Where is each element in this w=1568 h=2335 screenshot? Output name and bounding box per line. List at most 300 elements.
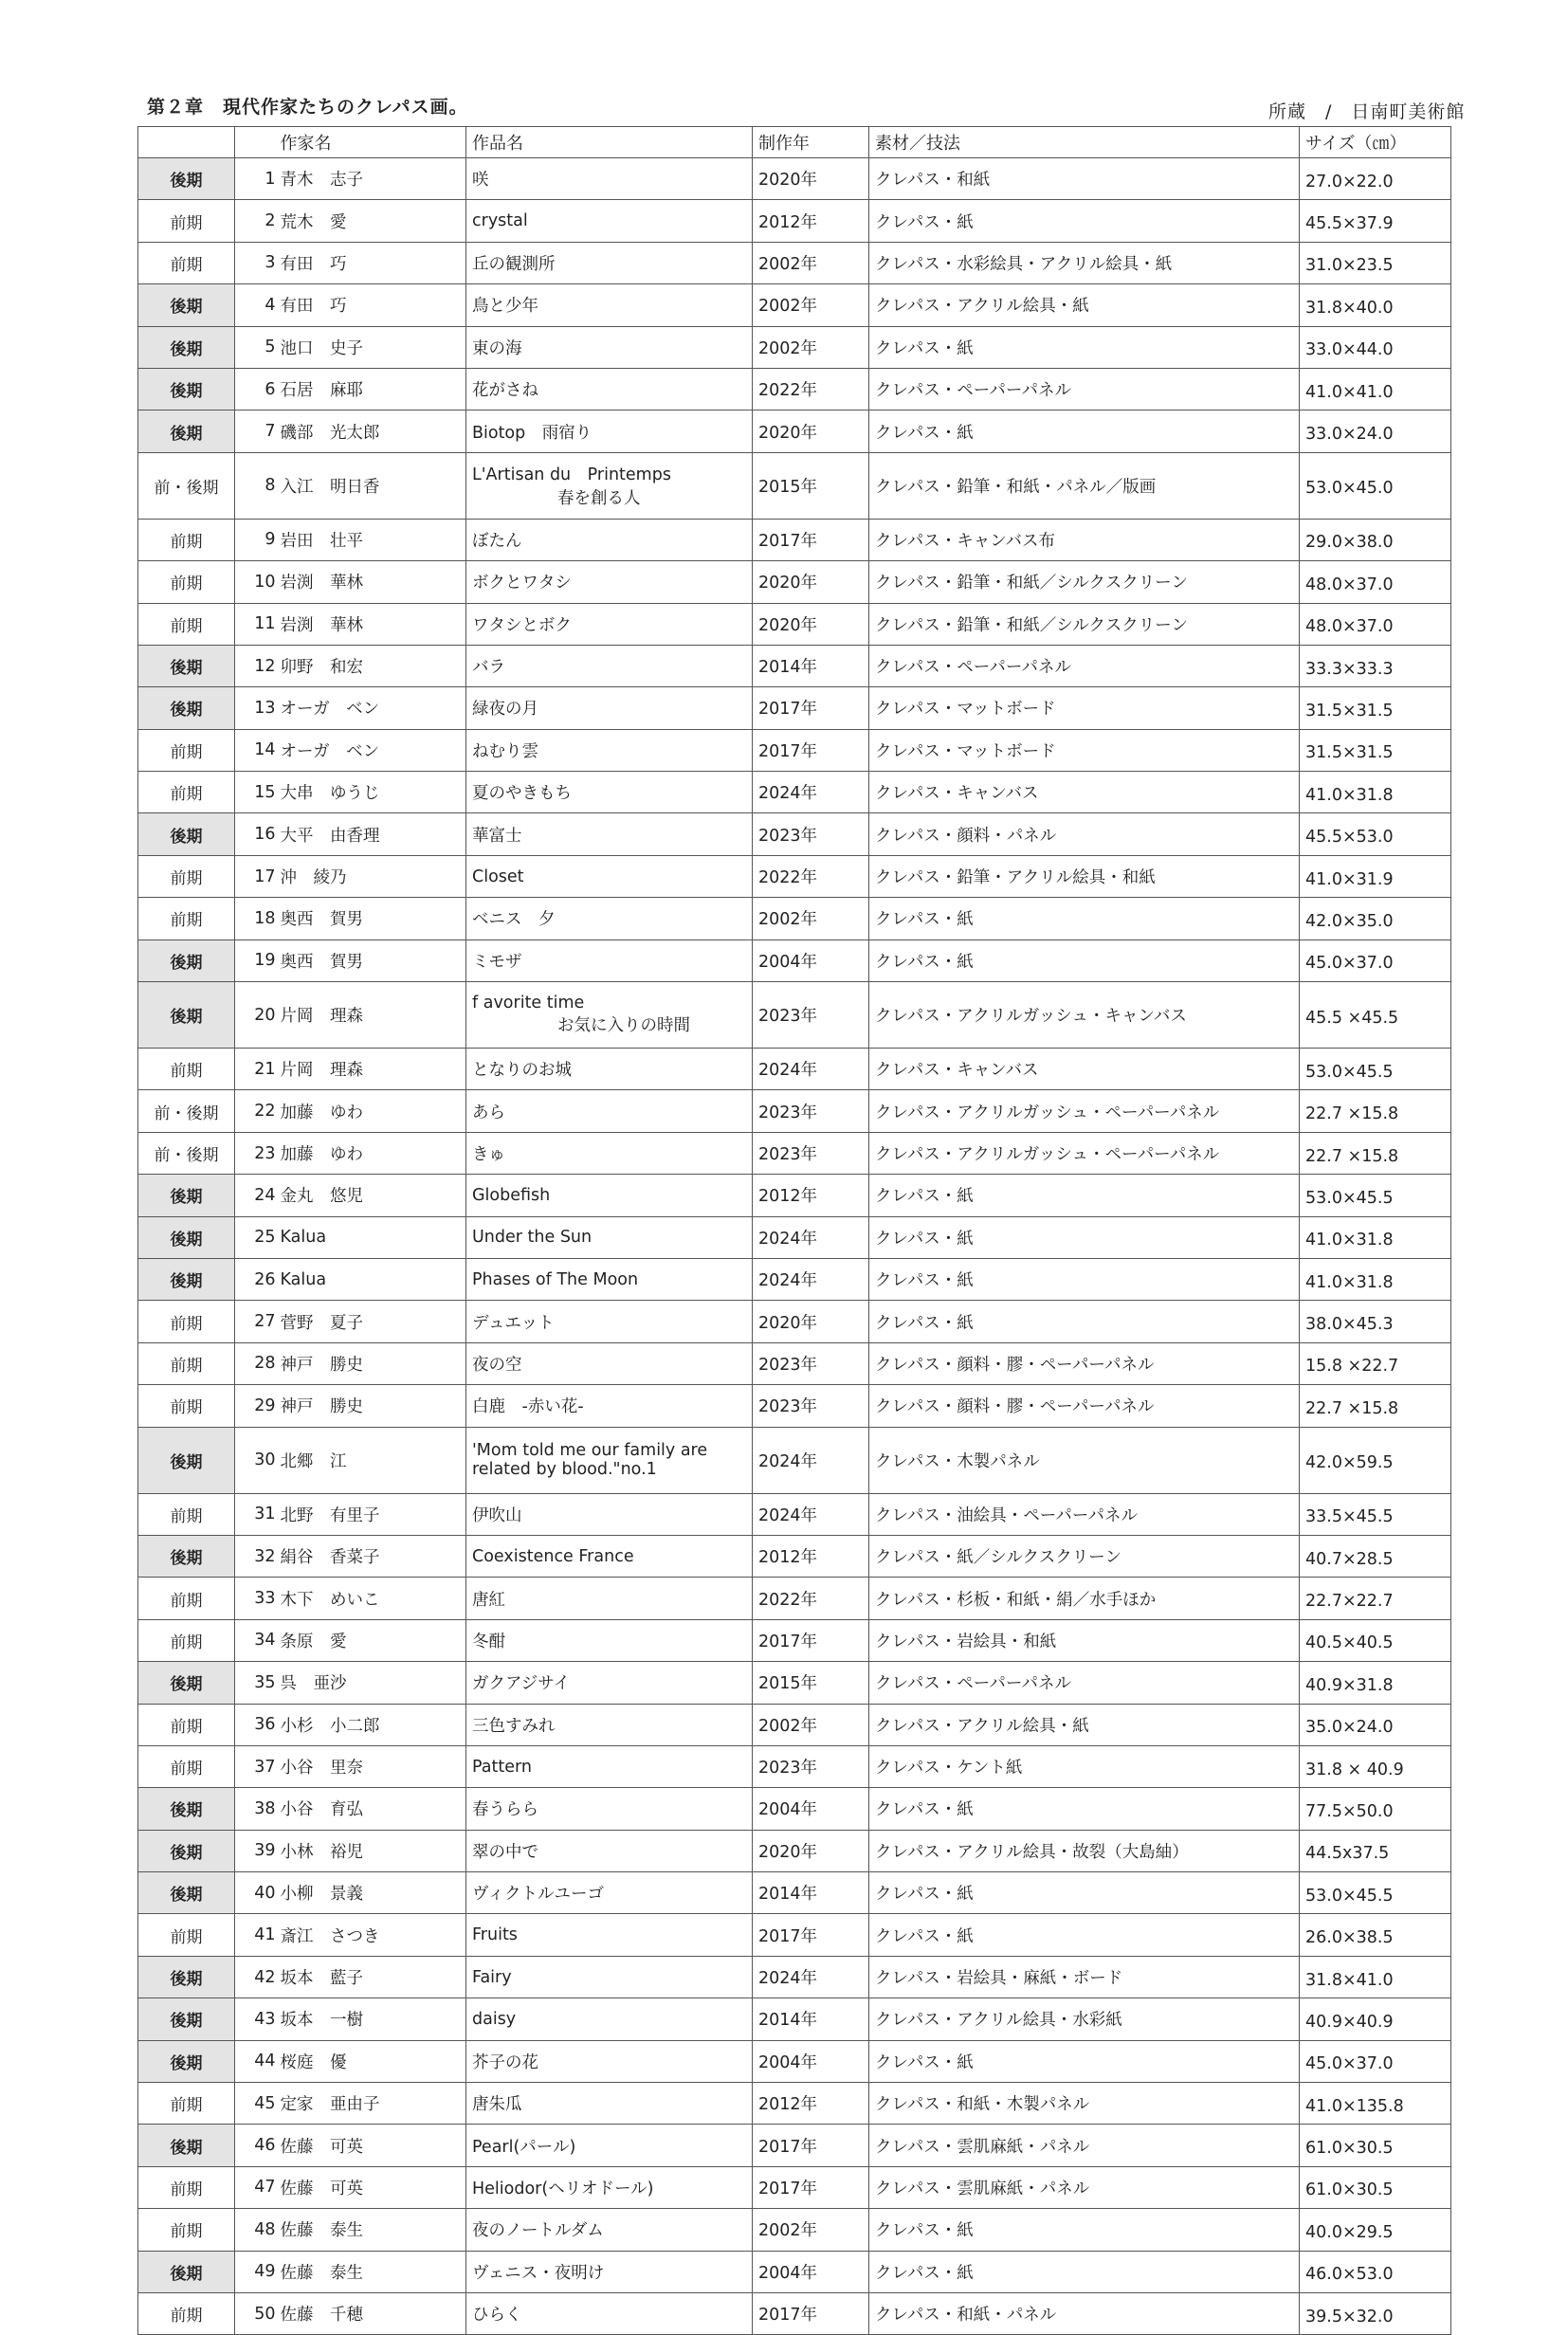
title-line-2: お気に入りの時間	[557, 1016, 690, 1036]
header-artist: 作家名	[279, 127, 466, 158]
title-line-1: L'Artisan du Printemps	[472, 465, 671, 485]
medium-cell: クレパス・顔料・パネル	[869, 813, 1300, 855]
table-row	[138, 200, 1451, 242]
title-cell: crystal	[466, 200, 753, 242]
chapter-title: 第２章 現代作家たちのクレパス画。	[147, 97, 468, 118]
title-cell: 緑夜の月	[466, 687, 753, 729]
year-cell: 2004年	[753, 2251, 869, 2292]
medium-cell: クレパス・紙	[869, 1872, 1300, 1914]
artist-cell: 坂本 藍子	[279, 1956, 466, 1998]
size-cell: 41.0×41.0	[1300, 368, 1451, 410]
artist-cell: 岩田 壮平	[279, 519, 466, 560]
number-cell: 27	[235, 1301, 279, 1342]
period-cell: 前期	[138, 1619, 235, 1661]
year-cell: 2004年	[753, 1788, 869, 1830]
year-cell: 2014年	[753, 645, 869, 686]
table-row	[138, 645, 1451, 686]
period-cell: 前期	[138, 1049, 235, 1090]
size-cell: 53.0×45.5	[1300, 1049, 1451, 1090]
title-cell: ベニス 夕	[466, 898, 753, 939]
title-cell: ひらく	[466, 2292, 753, 2334]
size-cell: 22.7 ×15.8	[1300, 1385, 1451, 1427]
number-cell: 41	[235, 1914, 279, 1956]
artist-cell: Kalua	[279, 1216, 466, 1258]
table-row	[138, 1872, 1451, 1914]
title-cell: 夜のノートルダム	[466, 2209, 753, 2251]
table-row	[138, 1132, 1451, 1174]
size-cell: 33.0×24.0	[1300, 410, 1451, 452]
title-cell: ぼたん	[466, 519, 753, 560]
period-cell: 前期	[138, 1704, 235, 1745]
medium-cell: クレパス・紙	[869, 1788, 1300, 1830]
medium-cell: クレパス・紙	[869, 2209, 1300, 2251]
number-cell: 3	[235, 242, 279, 283]
period-cell: 後期	[138, 2040, 235, 2082]
period-cell: 後期	[138, 813, 235, 855]
period-cell: 前期	[138, 1745, 235, 1787]
title-cell: Heliodor(ヘリオドール)	[466, 2166, 753, 2208]
size-cell: 29.0×38.0	[1300, 519, 1451, 560]
year-cell: 2002年	[753, 1704, 869, 1745]
number-cell: 47	[235, 2166, 279, 2208]
table-row	[138, 729, 1451, 771]
number-cell: 49	[235, 2251, 279, 2292]
header-medium: 素材／技法	[869, 127, 1300, 158]
artist-cell: 池口 史子	[279, 326, 466, 368]
medium-cell: クレパス・紙	[869, 1258, 1300, 1300]
table-row	[138, 2125, 1451, 2166]
table-row	[138, 1619, 1451, 1661]
owner-separator: /	[1325, 101, 1333, 122]
artist-cell: 佐藤 泰生	[279, 2251, 466, 2292]
artist-cell: 片岡 理森	[279, 1049, 466, 1090]
year-cell: 2014年	[753, 1998, 869, 2040]
title-cell: 咲	[466, 158, 753, 200]
table-row	[138, 1998, 1451, 2040]
period-cell: 後期	[138, 2125, 235, 2166]
number-cell: 43	[235, 1998, 279, 2040]
title-cell: ワタシとボク	[466, 603, 753, 645]
title-cell: ガクアジサイ	[466, 1662, 753, 1704]
medium-cell: クレパス・ペーパーパネル	[869, 1662, 1300, 1704]
medium-cell: クレパス・紙／シルクスクリーン	[869, 1535, 1300, 1577]
artist-cell: 小谷 里奈	[279, 1745, 466, 1787]
period-cell: 前・後期	[138, 1132, 235, 1174]
period-cell: 前期	[138, 1301, 235, 1342]
period-cell: 前期	[138, 855, 235, 897]
number-cell: 45	[235, 2083, 279, 2125]
period-cell: 前期	[138, 1385, 235, 1427]
table-row	[138, 1216, 1451, 1258]
table-row	[138, 1745, 1451, 1787]
period-cell: 後期	[138, 1788, 235, 1830]
artist-cell: 大串 ゆうじ	[279, 772, 466, 813]
year-cell: 2024年	[753, 1216, 869, 1258]
year-cell: 2024年	[753, 772, 869, 813]
artist-cell: 岩渕 華林	[279, 603, 466, 645]
size-cell: 41.0×31.8	[1300, 1216, 1451, 1258]
period-cell: 前期	[138, 772, 235, 813]
table-row	[138, 158, 1451, 200]
medium-cell: クレパス・岩絵具・和紙	[869, 1619, 1300, 1661]
number-cell: 26	[235, 1258, 279, 1300]
table-row	[138, 368, 1451, 410]
period-cell: 後期	[138, 1872, 235, 1914]
year-cell: 2020年	[753, 561, 869, 603]
table-row	[138, 2209, 1451, 2251]
medium-cell: クレパス・キャンバス布	[869, 519, 1300, 560]
table-row	[138, 1956, 1451, 1998]
number-cell: 36	[235, 1704, 279, 1745]
size-cell: 40.7×28.5	[1300, 1535, 1451, 1577]
title-cell: 冬酣	[466, 1619, 753, 1661]
period-cell: 前期	[138, 898, 235, 939]
medium-cell: クレパス・雲肌麻紙・パネル	[869, 2166, 1300, 2208]
period-cell: 後期	[138, 1535, 235, 1577]
table-row	[138, 1830, 1451, 1871]
number-cell: 8	[235, 452, 279, 519]
title-cell: Globefish	[466, 1175, 753, 1216]
title-cell: ボクとワタシ	[466, 561, 753, 603]
year-cell: 2022年	[753, 368, 869, 410]
table-row	[138, 687, 1451, 729]
number-cell: 6	[235, 368, 279, 410]
table-row	[138, 1427, 1451, 1493]
medium-cell: クレパス・アクリル絵具・紙	[869, 284, 1300, 326]
title-line-2: 春を創る人	[557, 489, 641, 509]
year-cell: 2002年	[753, 326, 869, 368]
period-cell: 前期	[138, 1493, 235, 1535]
size-cell: 53.0×45.0	[1300, 452, 1451, 519]
title-cell: Fruits	[466, 1914, 753, 1956]
number-cell: 11	[235, 603, 279, 645]
period-cell: 後期	[138, 368, 235, 410]
number-cell: 10	[235, 561, 279, 603]
medium-cell: クレパス・ペーパーパネル	[869, 645, 1300, 686]
medium-cell: クレパス・鉛筆・和紙／シルクスクリーン	[869, 603, 1300, 645]
artist-cell: 小林 裕児	[279, 1830, 466, 1871]
year-cell: 2015年	[753, 452, 869, 519]
year-cell: 2023年	[753, 813, 869, 855]
table-row	[138, 1578, 1451, 1619]
artist-cell: 加藤 ゆわ	[279, 1090, 466, 1132]
title-cell: 芥子の花	[466, 2040, 753, 2082]
period-cell: 後期	[138, 1216, 235, 1258]
title-cell: Coexistence France	[466, 1535, 753, 1577]
artist-cell: 沖 綾乃	[279, 855, 466, 897]
artist-cell: 菅野 夏子	[279, 1301, 466, 1342]
artist-cell: 条原 愛	[279, 1619, 466, 1661]
table-row	[138, 898, 1451, 939]
title-cell: Closet	[466, 855, 753, 897]
artist-cell: 北郷 江	[279, 1427, 466, 1493]
period-cell: 前期	[138, 2083, 235, 2125]
owner-name: 日南町美術館	[1351, 101, 1466, 122]
size-cell: 31.8×40.0	[1300, 284, 1451, 326]
size-cell: 22.7 ×15.8	[1300, 1132, 1451, 1174]
title-cell: バラ	[466, 645, 753, 686]
title-cell: daisy	[466, 1998, 753, 2040]
number-cell: 4	[235, 284, 279, 326]
table-row	[138, 813, 1451, 855]
medium-cell: クレパス・鉛筆・和紙・パネル／版画	[869, 452, 1300, 519]
table-row	[138, 1090, 1451, 1132]
medium-cell: クレパス・油絵具・ペーパーパネル	[869, 1493, 1300, 1535]
period-cell: 後期	[138, 982, 235, 1049]
title-cell: ヴェニス・夜明け	[466, 2251, 753, 2292]
artist-cell: オーガ ベン	[279, 729, 466, 771]
size-cell: 22.7×22.7	[1300, 1578, 1451, 1619]
size-cell: 48.0×37.0	[1300, 561, 1451, 603]
medium-cell: クレパス・鉛筆・アクリル絵具・和紙	[869, 855, 1300, 897]
table-row	[138, 326, 1451, 368]
medium-cell: クレパス・アクリル絵具・紙	[869, 1704, 1300, 1745]
medium-cell: クレパス・杉板・和紙・絹／水手ほか	[869, 1578, 1300, 1619]
header-number	[235, 127, 279, 158]
title-cell: 春うらら	[466, 1788, 753, 1830]
size-cell: 45.5 ×45.5	[1300, 982, 1451, 1049]
size-cell: 31.8 × 40.9	[1300, 1745, 1451, 1787]
number-cell: 34	[235, 1619, 279, 1661]
year-cell: 2020年	[753, 1301, 869, 1342]
title-cell: 華富士	[466, 813, 753, 855]
header-size: サイズ（㎝）	[1300, 127, 1451, 158]
table-row	[138, 939, 1451, 981]
number-cell: 18	[235, 898, 279, 939]
medium-cell: クレパス・紙	[869, 1914, 1300, 1956]
period-cell: 後期	[138, 645, 235, 686]
size-cell: 15.8 ×22.7	[1300, 1342, 1451, 1384]
year-cell: 2012年	[753, 2083, 869, 2125]
table-row	[138, 242, 1451, 283]
artist-cell: 神戸 勝史	[279, 1385, 466, 1427]
number-cell: 14	[235, 729, 279, 771]
size-cell: 48.0×37.0	[1300, 603, 1451, 645]
number-cell: 28	[235, 1342, 279, 1384]
artist-cell: 絹谷 香菜子	[279, 1535, 466, 1577]
artist-cell: 坂本 一樹	[279, 1998, 466, 2040]
period-cell: 後期	[138, 1956, 235, 1998]
artist-cell: 小杉 小二郎	[279, 1704, 466, 1745]
size-cell: 41.0×31.9	[1300, 855, 1451, 897]
artist-cell: 加藤 ゆわ	[279, 1132, 466, 1174]
period-cell: 前期	[138, 242, 235, 283]
size-cell: 53.0×45.5	[1300, 1872, 1451, 1914]
title-cell: 花がさね	[466, 368, 753, 410]
number-cell: 30	[235, 1427, 279, 1493]
medium-cell: クレパス・アクリルガッシュ・キャンバス	[869, 982, 1300, 1049]
title-cell: 夜の空	[466, 1342, 753, 1384]
title-cell: Biotop 雨宿り	[466, 410, 753, 452]
size-cell: 45.5×37.9	[1300, 200, 1451, 242]
title-cell: ヴィクトルユーゴ	[466, 1872, 753, 1914]
artist-cell: 有田 巧	[279, 242, 466, 283]
artist-cell: 奥西 賀男	[279, 898, 466, 939]
number-cell: 46	[235, 2125, 279, 2166]
title-cell: きゅ	[466, 1132, 753, 1174]
number-cell: 17	[235, 855, 279, 897]
artist-cell: 佐藤 可英	[279, 2125, 466, 2166]
table-row	[138, 284, 1451, 326]
header-title: 作品名	[466, 127, 753, 158]
number-cell: 39	[235, 1830, 279, 1871]
medium-cell: クレパス・ケント紙	[869, 1745, 1300, 1787]
year-cell: 2004年	[753, 939, 869, 981]
size-cell: 45.0×37.0	[1300, 2040, 1451, 2082]
title-cell: 伊吹山	[466, 1493, 753, 1535]
medium-cell: クレパス・顔料・膠・ペーパーパネル	[869, 1385, 1300, 1427]
size-cell: 77.5×50.0	[1300, 1788, 1451, 1830]
title-line-1: f avorite time	[472, 994, 585, 1013]
number-cell: 48	[235, 2209, 279, 2251]
year-cell: 2012年	[753, 1535, 869, 1577]
size-cell: 41.0×31.8	[1300, 1258, 1451, 1300]
year-cell: 2024年	[753, 1427, 869, 1493]
size-cell: 27.0×22.0	[1300, 158, 1451, 200]
year-cell: 2023年	[753, 1090, 869, 1132]
table-row	[138, 1788, 1451, 1830]
year-cell: 2017年	[753, 1914, 869, 1956]
title-cell: Fairy	[466, 1956, 753, 1998]
year-cell: 2017年	[753, 2166, 869, 2208]
title-cell: 白鹿 -赤い花-	[466, 1385, 753, 1427]
medium-cell: クレパス・キャンバス	[869, 772, 1300, 813]
artist-cell: 木下 めいこ	[279, 1578, 466, 1619]
period-cell: 前期	[138, 561, 235, 603]
year-cell: 2017年	[753, 687, 869, 729]
size-cell: 33.5×45.5	[1300, 1493, 1451, 1535]
number-cell: 25	[235, 1216, 279, 1258]
size-cell: 33.3×33.3	[1300, 645, 1451, 686]
period-cell: 後期	[138, 1427, 235, 1493]
title-cell: 唐朱瓜	[466, 2083, 753, 2125]
title-line-1: 'Mom told me our family are	[472, 1441, 708, 1461]
title-cell	[466, 452, 753, 519]
table-row	[138, 2083, 1451, 2125]
period-cell: 後期	[138, 687, 235, 729]
table-row	[138, 1258, 1451, 1300]
year-cell: 2017年	[753, 2292, 869, 2334]
year-cell: 2020年	[753, 410, 869, 452]
table-row	[138, 410, 1451, 452]
period-cell: 後期	[138, 1998, 235, 2040]
size-cell: 26.0×38.5	[1300, 1914, 1451, 1956]
number-cell: 33	[235, 1578, 279, 1619]
title-cell	[466, 1427, 753, 1493]
number-cell: 22	[235, 1090, 279, 1132]
medium-cell: クレパス・紙	[869, 326, 1300, 368]
artist-cell: 卯野 和宏	[279, 645, 466, 686]
year-cell: 2012年	[753, 1175, 869, 1216]
artist-cell: 神戸 勝史	[279, 1342, 466, 1384]
number-cell: 42	[235, 1956, 279, 1998]
table-row	[138, 982, 1451, 1049]
period-cell: 前期	[138, 1914, 235, 1956]
number-cell: 32	[235, 1535, 279, 1577]
size-cell: 46.0×53.0	[1300, 2251, 1451, 2292]
title-cell: Pattern	[466, 1745, 753, 1787]
artist-cell: 定家 亜由子	[279, 2083, 466, 2125]
size-cell: 45.0×37.0	[1300, 939, 1451, 981]
table-row	[138, 855, 1451, 897]
number-cell: 24	[235, 1175, 279, 1216]
artist-cell: 北野 有里子	[279, 1493, 466, 1535]
number-cell: 40	[235, 1872, 279, 1914]
artist-cell: 小柳 景義	[279, 1872, 466, 1914]
medium-cell: クレパス・ペーパーパネル	[869, 368, 1300, 410]
size-cell: 31.5×31.5	[1300, 729, 1451, 771]
table-row	[138, 1493, 1451, 1535]
period-cell: 前・後期	[138, 452, 235, 519]
medium-cell: クレパス・紙	[869, 1175, 1300, 1216]
table-row	[138, 603, 1451, 645]
period-cell: 前期	[138, 2209, 235, 2251]
table-row	[138, 452, 1451, 519]
medium-cell: クレパス・紙	[869, 939, 1300, 981]
size-cell: 45.5×53.0	[1300, 813, 1451, 855]
period-cell: 後期	[138, 1830, 235, 1871]
title-line-2: related by blood."no.1	[472, 1460, 657, 1480]
year-cell: 2017年	[753, 2125, 869, 2166]
table-row	[138, 1914, 1451, 1956]
size-cell: 40.9×31.8	[1300, 1662, 1451, 1704]
artwork-catalog-table	[137, 126, 1451, 2335]
year-cell: 2020年	[753, 158, 869, 200]
year-cell: 2002年	[753, 242, 869, 283]
medium-cell: クレパス・アクリル絵具・水彩紙	[869, 1998, 1300, 2040]
year-cell: 2023年	[753, 1385, 869, 1427]
size-cell: 42.0×59.5	[1300, 1427, 1451, 1493]
year-cell: 2023年	[753, 1132, 869, 1174]
title-cell: となりのお城	[466, 1049, 753, 1090]
period-cell: 後期	[138, 158, 235, 200]
period-cell: 前・後期	[138, 1090, 235, 1132]
number-cell: 31	[235, 1493, 279, 1535]
year-cell: 2020年	[753, 603, 869, 645]
number-cell: 2	[235, 200, 279, 242]
table-row	[138, 1342, 1451, 1384]
medium-cell: クレパス・マットボード	[869, 729, 1300, 771]
artist-cell: 斎江 さつき	[279, 1914, 466, 1956]
number-cell: 29	[235, 1385, 279, 1427]
title-cell: 東の海	[466, 326, 753, 368]
size-cell: 31.0×23.5	[1300, 242, 1451, 283]
table-row	[138, 2292, 1451, 2334]
number-cell: 12	[235, 645, 279, 686]
period-cell: 後期	[138, 326, 235, 368]
artist-cell: 磯部 光太郎	[279, 410, 466, 452]
artist-cell: 石居 麻耶	[279, 368, 466, 410]
number-cell: 13	[235, 687, 279, 729]
medium-cell: クレパス・アクリル絵具・故裂（大島紬）	[869, 1830, 1300, 1871]
size-cell: 22.7 ×15.8	[1300, 1090, 1451, 1132]
year-cell: 2004年	[753, 2040, 869, 2082]
year-cell: 2024年	[753, 1956, 869, 1998]
period-cell: 前期	[138, 603, 235, 645]
number-cell: 23	[235, 1132, 279, 1174]
size-cell: 33.0×44.0	[1300, 326, 1451, 368]
artist-cell: Kalua	[279, 1258, 466, 1300]
medium-cell: クレパス・木製パネル	[869, 1427, 1300, 1493]
period-cell: 後期	[138, 284, 235, 326]
title-cell: 丘の観測所	[466, 242, 753, 283]
table-body	[138, 158, 1451, 2335]
artist-cell: 桜庭 優	[279, 2040, 466, 2082]
title-cell: Pearl(パール)	[466, 2125, 753, 2166]
year-cell: 2017年	[753, 1619, 869, 1661]
period-cell: 後期	[138, 1175, 235, 1216]
number-cell: 15	[235, 772, 279, 813]
